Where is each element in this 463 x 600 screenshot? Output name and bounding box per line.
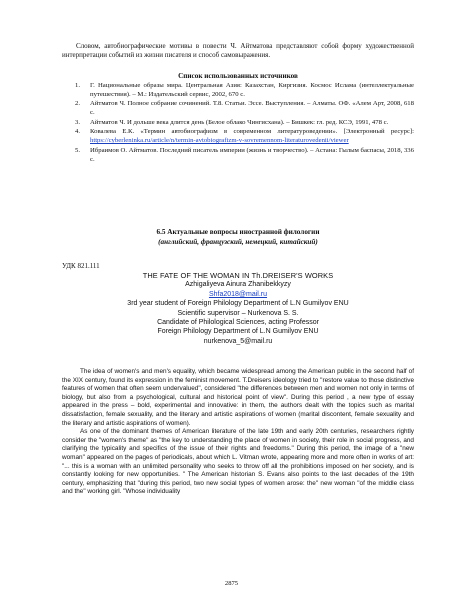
reference-number: 1. xyxy=(75,82,81,89)
reference-number: 5. xyxy=(75,146,81,154)
reference-item xyxy=(62,82,414,100)
article-author: Azhigaliyeva Ainura Zhanibekkyzy xyxy=(185,281,291,289)
page-number: 2875 xyxy=(224,580,239,587)
reference-number: 3. xyxy=(75,118,81,126)
body-paragraph: The idea of women's and men's equality, which became widespread among the American public in the second half of the XIX century, found its expression in the feminist movement. T.Dreisers ideology tried to "restore value to those distinctive features of women that often seem undervalued", considered "the differences between men and women not only in terms of biology, but also from a psychological, cultural and historical point of view". During this period , a new type of essay appeared in the press – bold, experimental and innovative: in them, the authors dealt with the topics such as marital dissatisfaction, female sexuality, and the literary and artistic aspirations of women (marital discontent, female sexuality and the literary and artistic aspirations of women). xyxy=(62,368,414,427)
supervisor-title: Candidate of Philological Sciences, acting Professor xyxy=(157,319,319,327)
reference-item xyxy=(62,100,414,118)
author-info: 3rd year student of Foreign Philology Department of L.N Gumilyov ENU xyxy=(127,300,349,308)
article-body xyxy=(62,368,414,497)
reference-item xyxy=(62,147,414,165)
reference-text: Айтматов Ч. Полное собрание сочинений. Т.8. Статьи. Эссе. Выступления. – Алматы. ОФ. «Алем Арт, 2008, 618 с. xyxy=(90,100,414,117)
article-title: THE FATE OF THE WOMAN IN Th.DREISER'S WORKS xyxy=(142,271,334,280)
references-title: Список использованных источников xyxy=(178,72,298,80)
intro-paragraph: Словом, автобиографические мотивы в повести Ч. Айтматова представляют собой форму художественной интерпретации событий из жизни писателя и способ самовыражения. xyxy=(62,42,414,60)
reference-text: Ковалева Е.К. «Термин автобиографизм в современном литературоведении». [Электронный ресурс]: xyxy=(90,128,414,136)
reference-link[interactable]: https://cyberleninka.ru/article/n/termin-avtobiografizm-v-sovremennom-literaturovedenii/viewer xyxy=(90,137,349,145)
supervisor-email: nurkenova_5@mail.ru xyxy=(203,337,273,345)
reference-number: 4. xyxy=(75,128,81,136)
supervisor-department: Foreign Philology Department of L.N Gumilyov ENU xyxy=(157,328,319,336)
reference-item xyxy=(62,128,414,146)
supervisor-name: Scientific supervisor – Nurkenova S. S. xyxy=(177,309,299,317)
section-heading xyxy=(62,228,414,247)
reference-text: Ибраимов О. Айтматов. Последний писатель империи (жизнь и творчество). – Астана: Гылым баспасы, 2018, 336 с. xyxy=(90,146,414,163)
article-header xyxy=(62,271,414,346)
section-subtitle: (английский, французский, немецкий, китайский) xyxy=(158,237,318,246)
reference-item xyxy=(62,119,414,128)
body-paragraph: As one of the dominant themes of American literature of the late 19th and early 20th centuries, researchers rightly consider the "women's theme" as "the key to understanding the place of women in society, their role in social progress, and clarifying the typicality and specifics of the issue of their rights and freedoms." During this period, the image of a "new woman" appeared on the pages of periodicals, about which L. Vitman wrote, appearing more and more often in works of art: "... this is a woman with an unlimited personality who seeks to throw off all the prohibitions imposed on her society, and is constantly looking for new opportunities. " The American historian S. Evans also points to the last decades of the 19th century, emphasizing that "during this period, two new social types of women arose: the" new woman "of the middle class and the" working girl. "Whose individuality xyxy=(62,428,414,496)
reference-text: Айтматов Ч. И дольше века длится день (Белое облако Чингисхана). – Бишкек: гл. ред. КСЭ, 1991, 478 с. xyxy=(90,118,389,126)
reference-text: Г. Национальные образы мира. Центральная Азия: Казахстан, Киргизия. Космос Ислама (интеллектуальные путешествия). – М.: Издательский сервис, 2002, 670 с. xyxy=(90,82,414,98)
udk-code: УДК 821.111 xyxy=(62,262,100,270)
reference-number: 2. xyxy=(75,100,81,108)
section-title: 6.5 Актуальные вопросы иностранной филологии xyxy=(156,228,320,236)
references-list xyxy=(62,82,414,165)
author-email-link[interactable]: Shfa2018@mail.ru xyxy=(208,290,268,298)
